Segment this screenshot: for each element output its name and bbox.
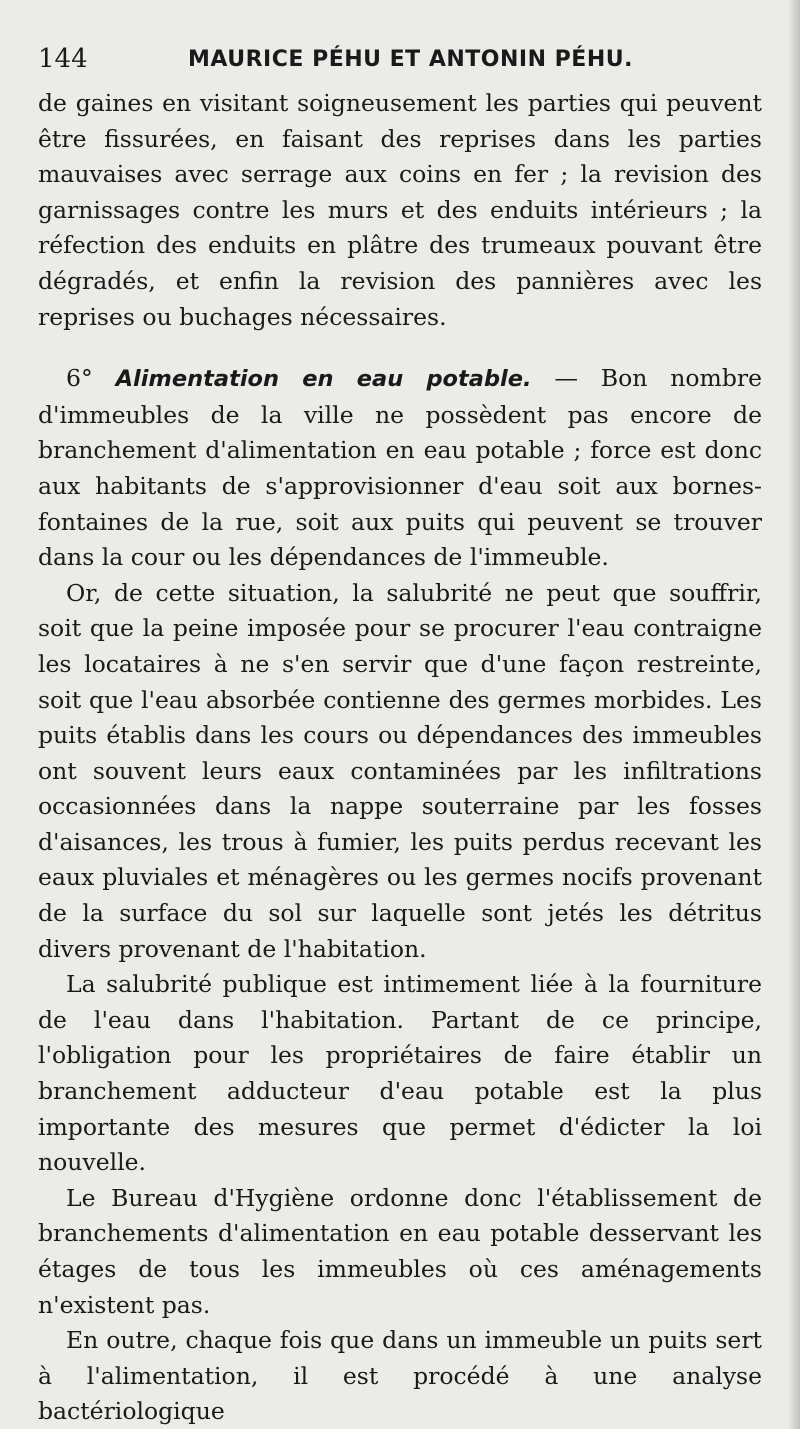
- section-number: 6°: [66, 364, 93, 393]
- paragraph-section-6: [38, 361, 762, 576]
- page-number: 144: [38, 44, 88, 74]
- paragraph-salubrite: Or, de cette situation, la salubrité ne peut que souffrir, soit que la peine imposée pour se procurer l'eau contraigne les locataires à ne s'en servir que d'une façon restreinte, soit que l'eau absorbée contienne des germes morbides. Les puits établis dans les cours ou dépendances des immeubles ont souvent leurs eaux contaminées par les infiltrations occasionnées dans la nappe souterraine par les fosses d'aisances, les trous à fumier, les puits perdus recevant les eaux pluviales et ménagères ou les germes nocifs provenant de la surface du sol sur laquelle sont jetés les détritus divers provenant de l'habitation.: [38, 578, 762, 963]
- section-title: Alimentation en eau potable.: [115, 366, 532, 393]
- paragraph-en-outre: En outre, chaque fois que dans un immeuble un puits sert à l'alimentation, il est procédé à une analyse bactériologique: [38, 1326, 762, 1426]
- section-text: — Bon nombre d'immeubles de la ville ne possèdent pas encore de branchement d'alimentation en eau potable ; force est donc aux habitants de s'approvisionner d'eau soit aux bornes-fontaines de la rue, soit aux puits qui peuvent se trouver dans la cour ou les dépendances de l'immeuble.: [38, 364, 762, 572]
- paragraph-bureau-hygiene: Le Bureau d'Hygiène ordonne donc l'établissement de branchements d'alimentation en eau potable desservant les étages de tous les immeubles où ces aménagements n'existent pas.: [38, 1183, 762, 1319]
- paragraph-salubrite-publique: La salubrité publique est intimement liée à la fourniture de l'eau dans l'habitation. Partant de ce principe, l'obligation pour les propriétaires de faire établir un branchement adducteur d'eau potable est la plus importante des mesures que permet d'édicter la loi nouvelle.: [38, 970, 762, 1177]
- paragraph-continued: de gaines en visitant soigneusement les parties qui peuvent être fissurées, en faisant des reprises dans les parties mauvaises avec serrage aux coins en fer ; la revision des garnissages contre les murs et des enduits intérieurs ; la réfection des enduits en plâtre des trumeaux pouvant être dégradés, et enfin la revision des pannières avec les reprises ou buchages nécessaires.: [38, 89, 762, 331]
- page-header: [38, 42, 762, 82]
- page-body: [38, 86, 762, 1429]
- section-spacer: [38, 335, 762, 361]
- running-head: MAURICE PÉHU ET ANTONIN PÉHU.: [188, 47, 633, 72]
